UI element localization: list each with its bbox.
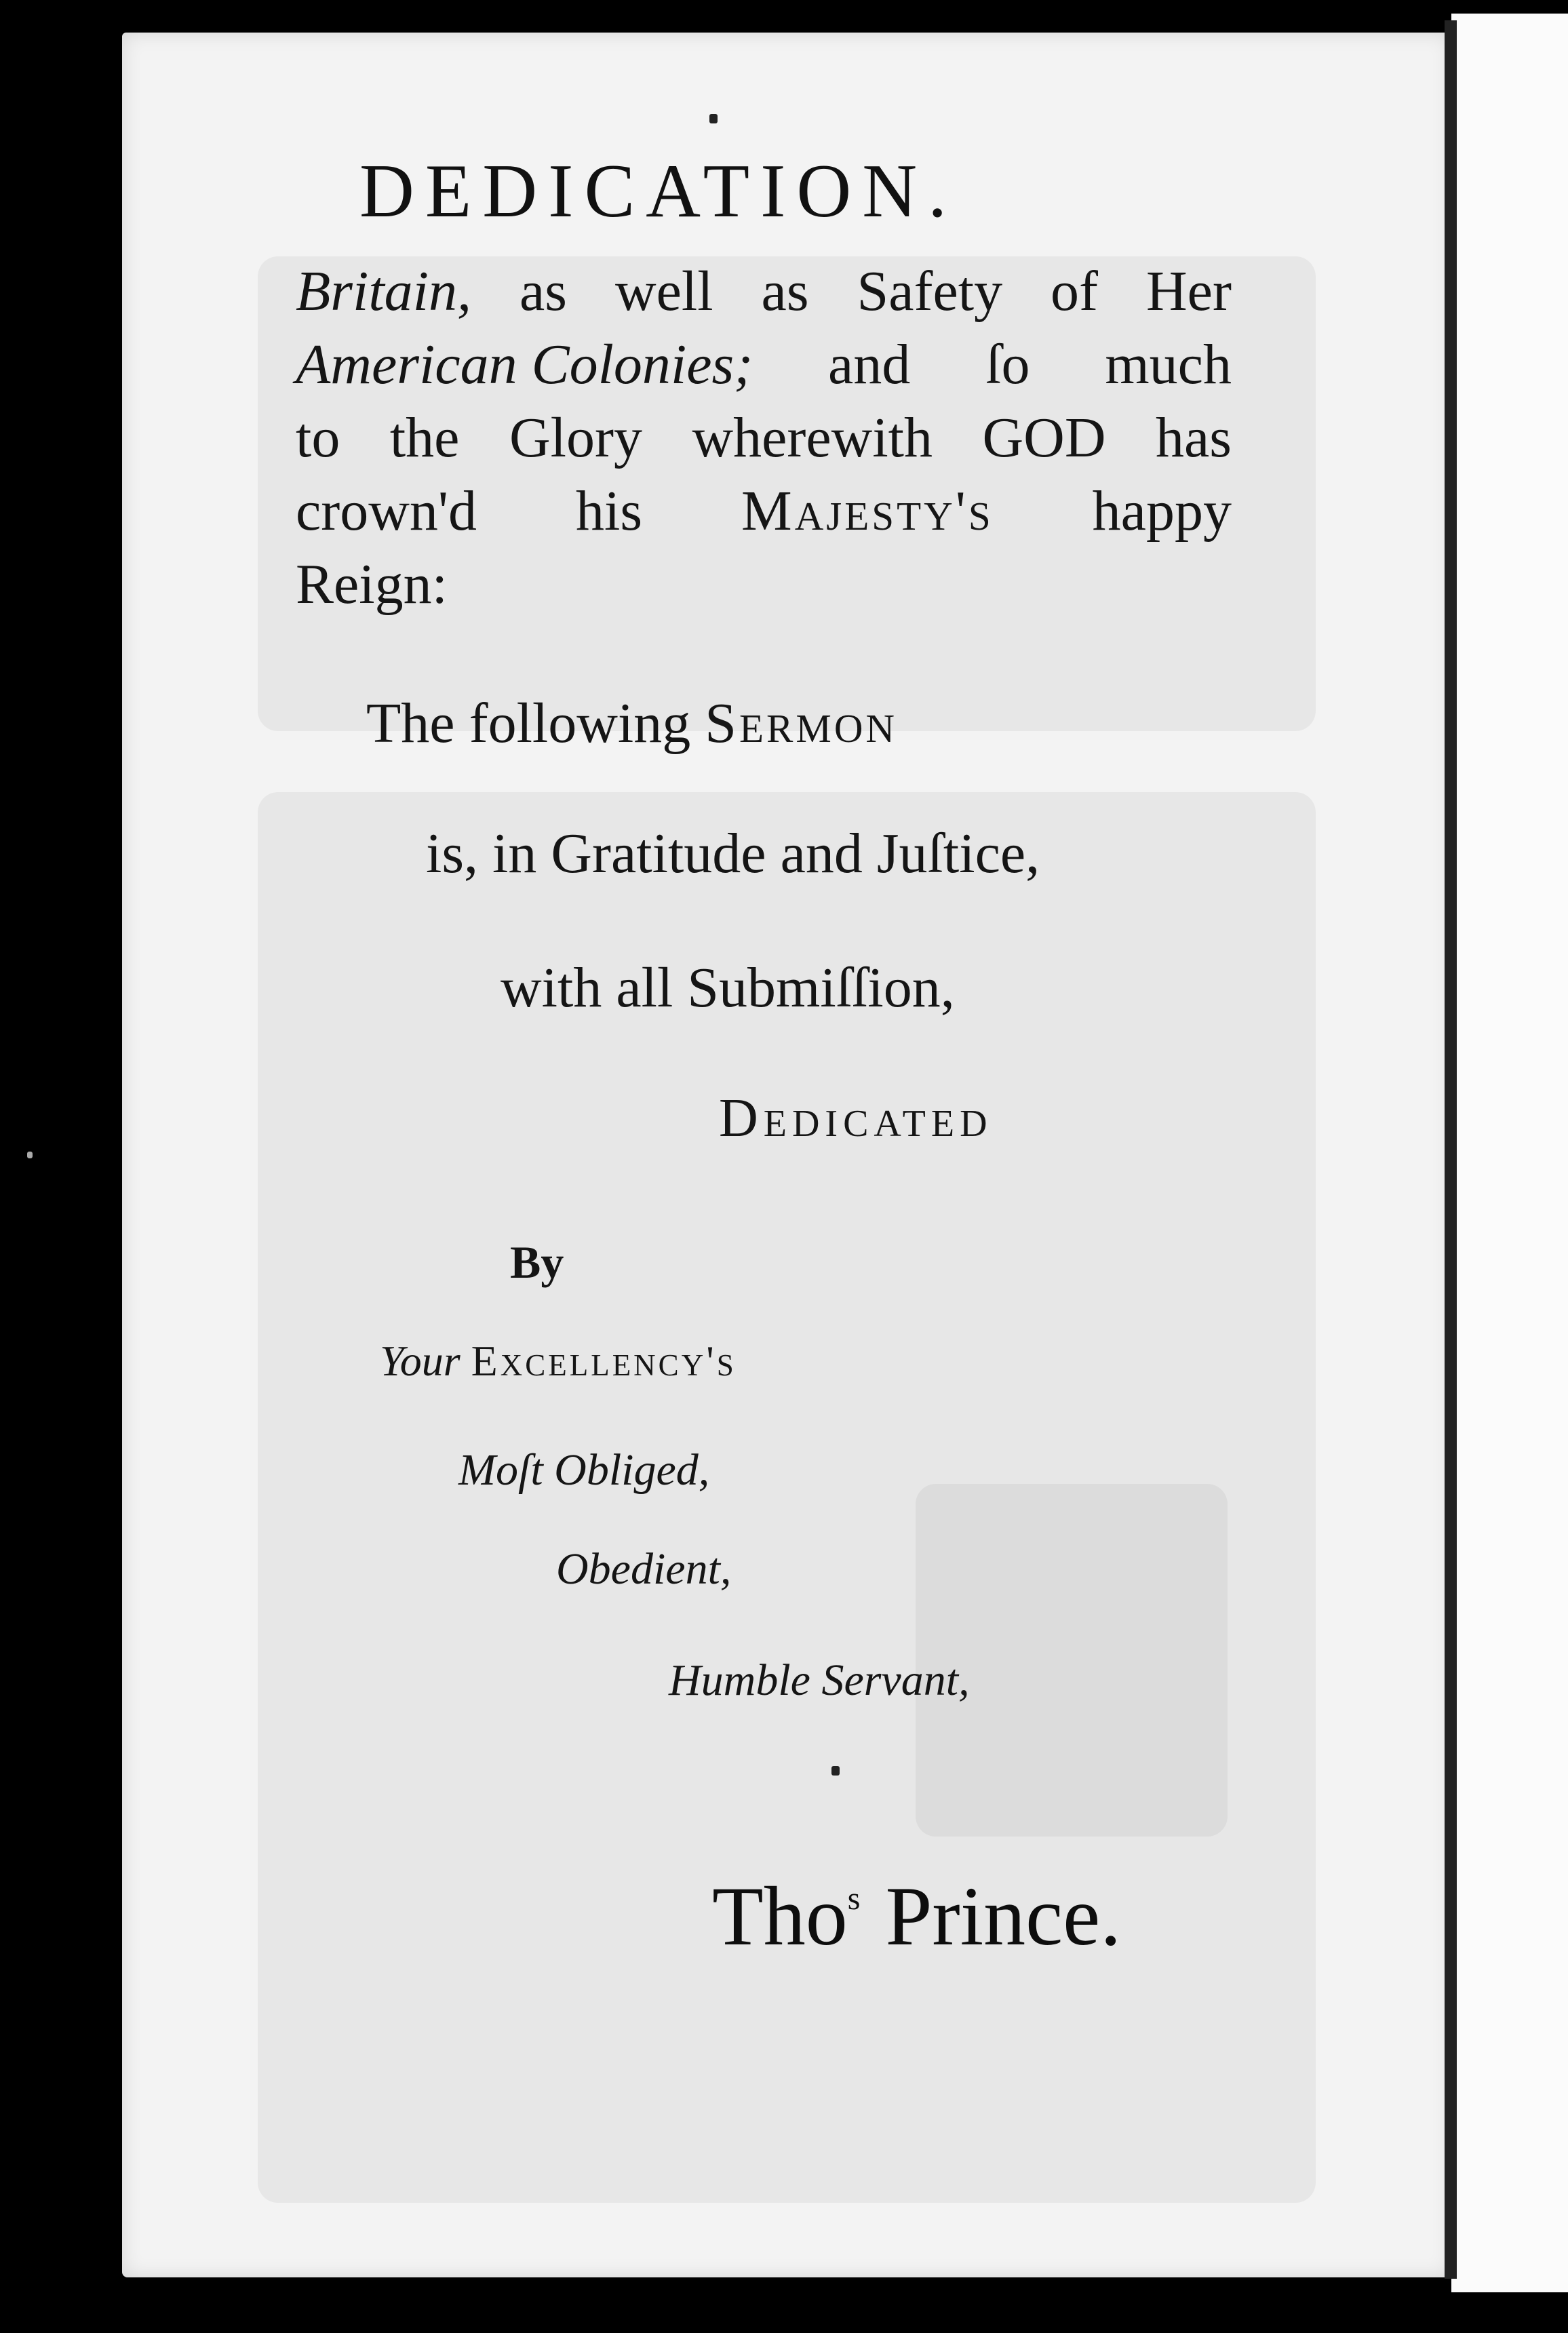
line-servant: Humble Servant, bbox=[669, 1655, 970, 1705]
line-sermon-prefix: The following bbox=[366, 692, 691, 755]
paragraph-line-3 bbox=[296, 406, 1232, 469]
word: happy bbox=[1092, 479, 1232, 543]
line-sermon-emph: Sermon bbox=[705, 692, 898, 755]
word: well bbox=[614, 260, 713, 323]
ink-speck bbox=[709, 114, 718, 123]
word: wherewith bbox=[692, 406, 933, 469]
paragraph-line-1 bbox=[296, 260, 1232, 323]
word: Majesty's bbox=[741, 479, 994, 543]
word: much bbox=[1105, 333, 1232, 396]
word: American Colonies; bbox=[296, 333, 753, 396]
line-dedicated: Dedicated bbox=[719, 1089, 993, 1148]
signature bbox=[712, 1868, 1121, 1965]
line-gratitude: is, in Gratitude and Juſtice, bbox=[426, 822, 1040, 885]
ink-speck bbox=[831, 1766, 840, 1776]
word: ſo bbox=[985, 333, 1030, 396]
word: as bbox=[519, 260, 567, 323]
line-excellency bbox=[380, 1336, 737, 1386]
facing-page-edge bbox=[1451, 14, 1568, 2292]
gutter-shadow bbox=[1445, 20, 1457, 2279]
page-title: DEDICATION. bbox=[359, 149, 958, 233]
paragraph-line-4 bbox=[296, 479, 1232, 543]
word: and bbox=[828, 333, 911, 396]
signature-superscript: s bbox=[847, 1881, 861, 1917]
line-obedient: Obedient, bbox=[556, 1544, 732, 1594]
word: Reign: bbox=[296, 553, 448, 616]
word: has bbox=[1156, 406, 1232, 469]
word: his bbox=[576, 479, 643, 543]
word: of bbox=[1051, 260, 1099, 323]
word: Glory bbox=[509, 406, 642, 469]
ink-speck bbox=[27, 1152, 33, 1158]
line-sermon bbox=[366, 690, 897, 756]
word: crown'd bbox=[296, 479, 477, 543]
line-by: By bbox=[510, 1236, 564, 1288]
word: the bbox=[389, 406, 460, 469]
word: Britain, bbox=[296, 260, 472, 323]
signature-name-b: Prince. bbox=[885, 1870, 1122, 1963]
word: to bbox=[296, 406, 340, 469]
line-excellency-prefix: Your bbox=[380, 1337, 460, 1385]
line-obliged: Moſt Obliged, bbox=[458, 1445, 710, 1495]
word: Her bbox=[1146, 260, 1232, 323]
line-submission: with all Submiſſion, bbox=[501, 956, 955, 1019]
word: as bbox=[761, 260, 809, 323]
line-excellency-emph: Excellency's bbox=[471, 1337, 737, 1385]
paragraph-line-5 bbox=[296, 553, 1232, 616]
signature-name-a: Tho bbox=[712, 1870, 848, 1963]
word: GOD bbox=[982, 406, 1106, 469]
paragraph-line-2 bbox=[296, 333, 1232, 396]
word: Safety bbox=[857, 260, 1003, 323]
